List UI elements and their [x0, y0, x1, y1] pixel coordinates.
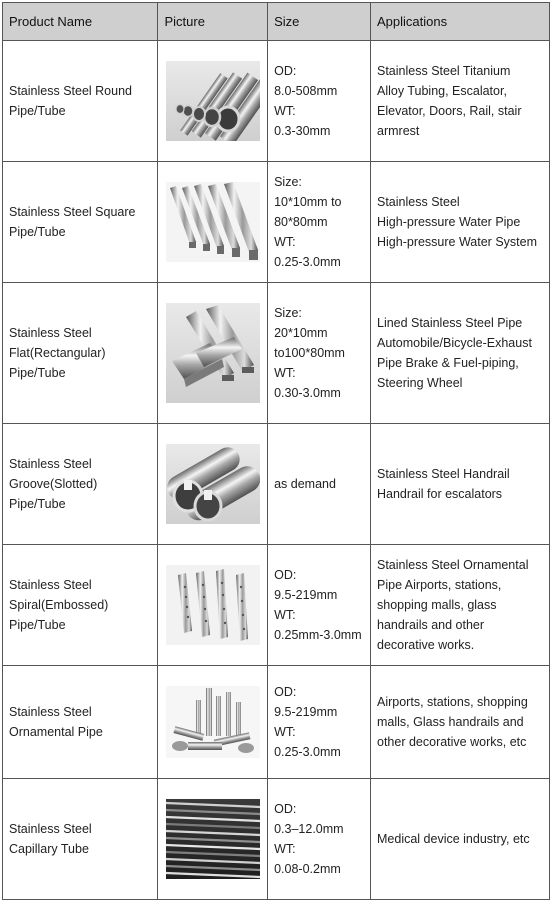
table-row — [3, 283, 550, 424]
applications-cell: Stainless Steel Handrail Handrail for escalators — [371, 424, 550, 545]
applications-cell: Stainless Steel High-pressure Water Pipe High-pressure Water System — [371, 162, 550, 283]
header-product-name: Product Name — [3, 3, 158, 41]
product-name-cell: Stainless Steel Round Pipe/Tube — [3, 41, 158, 162]
size-cell: OD: 0.3–12.0mm WT: 0.08-0.2mm — [268, 779, 371, 900]
table-row — [3, 162, 550, 283]
applications-cell: Lined Stainless Steel Pipe Automobile/Bicycle-Exhaust Pipe Brake & Fuel-piping, Steering Wheel — [371, 283, 550, 424]
table-row — [3, 666, 550, 779]
ornamental-pipe-image — [166, 686, 260, 758]
table-row — [3, 424, 550, 545]
slotted-tube-image — [166, 444, 260, 524]
picture-cell — [158, 283, 268, 424]
picture-cell — [158, 779, 268, 900]
picture-cell — [158, 424, 268, 545]
header-picture: Picture — [158, 3, 268, 41]
applications-cell: Stainless Steel Titanium Alloy Tubing, Escalator, Elevator, Doors, Rail, stair armrest — [371, 41, 550, 162]
picture-cell — [158, 545, 268, 666]
header-size: Size — [268, 3, 371, 41]
table-row — [3, 779, 550, 900]
table-row — [3, 545, 550, 666]
product-name-cell: Stainless Steel Spiral(Embossed) Pipe/Tube — [3, 545, 158, 666]
size-cell: as demand — [268, 424, 371, 545]
product-name-cell: Stainless Steel Ornamental Pipe — [3, 666, 158, 779]
size-cell: Size: 20*10mm to100*80mm WT: 0.30-3.0mm — [268, 283, 371, 424]
rectangular-tube-image — [166, 303, 260, 403]
product-name-cell: Stainless Steel Groove(Slotted) Pipe/Tube — [3, 424, 158, 545]
product-name-cell: Stainless Steel Flat(Rectangular) Pipe/Tube — [3, 283, 158, 424]
picture-cell — [158, 162, 268, 283]
table-header-row — [3, 3, 550, 41]
size-cell: Size: 10*10mm to 80*80mm WT: 0.25-3.0mm — [268, 162, 371, 283]
applications-cell: Stainless Steel Ornamental Pipe Airports, stations, shopping malls, glass handrails and other decorative works. — [371, 545, 550, 666]
picture-cell — [158, 666, 268, 779]
embossed-tube-image — [166, 565, 260, 645]
applications-cell: Airports, stations, shopping malls, Glass handrails and other decorative works, etc — [371, 666, 550, 779]
size-cell: OD: 9.5-219mm WT: 0.25-3.0mm — [268, 666, 371, 779]
product-name-cell: Stainless Steel Square Pipe/Tube — [3, 162, 158, 283]
product-name-cell: Stainless Steel Capillary Tube — [3, 779, 158, 900]
size-cell: OD: 8.0-508mm WT: 0.3-30mm — [268, 41, 371, 162]
product-table — [2, 2, 550, 900]
applications-cell: Medical device industry, etc — [371, 779, 550, 900]
round-tube-image — [166, 61, 260, 141]
header-applications: Applications — [371, 3, 550, 41]
square-tube-image — [166, 182, 260, 262]
size-cell: OD: 9.5-219mm WT: 0.25mm-3.0mm — [268, 545, 371, 666]
capillary-tube-image — [166, 799, 260, 879]
table-row — [3, 41, 550, 162]
picture-cell — [158, 41, 268, 162]
